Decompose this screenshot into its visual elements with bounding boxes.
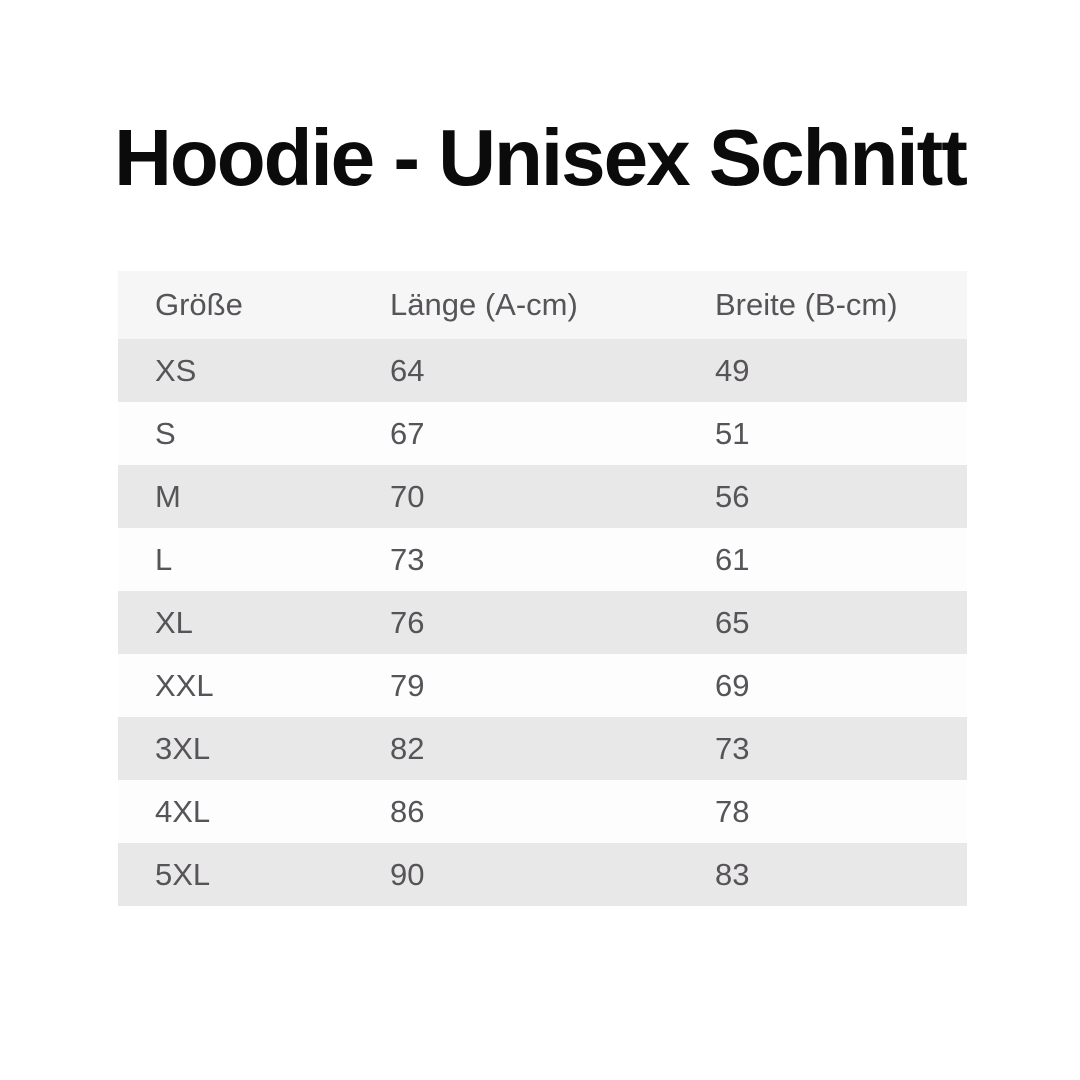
table-row [118,843,967,906]
column-header-breite: Breite (B-cm) [715,287,898,322]
table-cell-width: 83 [715,856,750,892]
table-cell-size: S [155,415,176,451]
table-row [118,717,967,780]
table-cell-size: 5XL [155,856,211,892]
table-row [118,591,967,654]
table-cell-length: 82 [390,730,425,766]
page-title: Hoodie - Unisex Schnitt [114,113,966,202]
table-header-row [118,271,967,339]
table-cell-length: 73 [390,541,425,577]
table-cell-size: XS [155,352,197,388]
table-row [118,528,967,591]
table-cell-length: 64 [390,352,425,388]
table-row [118,339,967,402]
table-cell-width: 65 [715,604,750,640]
table-cell-length: 79 [390,667,425,703]
table-cell-size: M [155,478,181,514]
table-cell-width: 49 [715,352,750,388]
table-cell-size: XL [155,604,193,640]
table-row [118,654,967,717]
table-cell-width: 51 [715,415,750,451]
table-cell-length: 70 [390,478,425,514]
table-cell-length: 86 [390,793,425,829]
table-cell-size: L [155,541,173,577]
table-cell-size: XXL [155,667,214,703]
table-cell-length: 76 [390,604,425,640]
table-cell-width: 73 [715,730,750,766]
column-header-laenge: Länge (A-cm) [390,287,578,322]
table-cell-width: 56 [715,478,750,514]
table-cell-size: 4XL [155,793,211,829]
table-cell-length: 90 [390,856,425,892]
size-chart-table [118,271,967,906]
table-cell-width: 69 [715,667,750,703]
table-cell-width: 61 [715,541,750,577]
table-row [118,780,967,843]
table-row [118,465,967,528]
column-header-groesse: Größe [155,287,243,322]
table-cell-width: 78 [715,793,750,829]
table-cell-size: 3XL [155,730,211,766]
table-cell-length: 67 [390,415,425,451]
table-row [118,402,967,465]
